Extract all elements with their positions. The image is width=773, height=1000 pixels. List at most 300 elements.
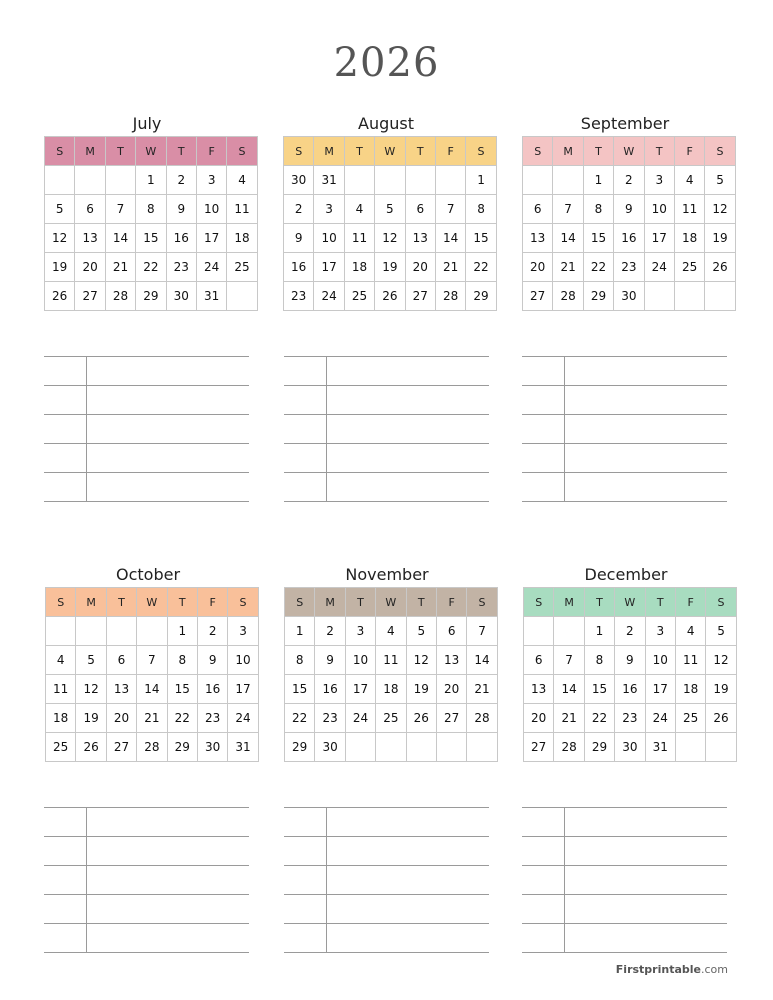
day-cell: 20 xyxy=(106,704,136,733)
week-row xyxy=(45,253,258,282)
day-cell: 21 xyxy=(467,675,497,704)
note-line xyxy=(522,865,727,866)
week-row xyxy=(285,646,498,675)
day-cell: 6 xyxy=(75,195,105,224)
note-line xyxy=(522,807,727,808)
note-line xyxy=(44,356,249,357)
day-cell: 5 xyxy=(45,195,75,224)
day-cell: 21 xyxy=(435,253,465,282)
day-cell: 8 xyxy=(285,646,315,675)
day-cell: 31 xyxy=(645,733,675,762)
day-cell: 23 xyxy=(166,253,196,282)
day-cell: 2 xyxy=(166,166,196,195)
day-cell: 8 xyxy=(136,195,166,224)
note-line xyxy=(284,501,489,502)
day-cell: 3 xyxy=(345,617,375,646)
day-cell: 20 xyxy=(75,253,105,282)
day-cell: 21 xyxy=(137,704,167,733)
day-cell: 15 xyxy=(167,675,197,704)
month-title: October xyxy=(115,565,181,584)
day-cell: 5 xyxy=(76,646,106,675)
day-cell xyxy=(75,166,105,195)
note-line xyxy=(284,952,489,953)
note-line xyxy=(522,443,727,444)
day-cell: 14 xyxy=(553,224,583,253)
day-cell: 13 xyxy=(524,675,554,704)
note-line xyxy=(44,385,249,386)
day-cell: 17 xyxy=(345,675,375,704)
day-cell xyxy=(45,166,75,195)
day-cell: 28 xyxy=(467,704,497,733)
day-cell: 3 xyxy=(196,166,226,195)
day-cell: 1 xyxy=(167,617,197,646)
day-cell: 16 xyxy=(315,675,345,704)
day-cell: 20 xyxy=(523,253,553,282)
day-cell xyxy=(674,282,704,311)
day-cell: 27 xyxy=(524,733,554,762)
notes-october xyxy=(44,807,249,952)
day-cell: 26 xyxy=(705,253,735,282)
week-row xyxy=(46,733,259,762)
day-cell: 22 xyxy=(584,704,614,733)
day-cell: 7 xyxy=(137,646,167,675)
day-cell: 13 xyxy=(523,224,553,253)
day-cell: 30 xyxy=(197,733,227,762)
day-cell: 11 xyxy=(675,646,705,675)
weekday-label: S xyxy=(706,588,736,617)
week-row xyxy=(285,733,498,762)
day-cell: 26 xyxy=(45,282,75,311)
day-cell: 27 xyxy=(523,282,553,311)
day-cell: 19 xyxy=(375,253,405,282)
day-cell: 15 xyxy=(285,675,315,704)
day-cell: 13 xyxy=(405,224,435,253)
day-cell: 6 xyxy=(523,195,553,224)
weekday-label: W xyxy=(375,137,405,166)
week-row xyxy=(284,195,497,224)
day-cell: 17 xyxy=(314,253,344,282)
day-cell: 9 xyxy=(614,195,644,224)
weekday-label: S xyxy=(524,588,554,617)
week-row xyxy=(524,617,737,646)
day-cell xyxy=(675,733,705,762)
day-cell: 18 xyxy=(675,675,705,704)
day-cell: 15 xyxy=(584,675,614,704)
day-cell: 30 xyxy=(614,282,644,311)
day-cell: 9 xyxy=(615,646,645,675)
day-cell: 19 xyxy=(705,224,735,253)
month-grid xyxy=(522,136,736,311)
note-line xyxy=(44,807,249,808)
month-november xyxy=(284,563,490,762)
note-line xyxy=(284,894,489,895)
day-cell: 20 xyxy=(405,253,435,282)
day-cell: 1 xyxy=(285,617,315,646)
day-cell: 20 xyxy=(524,704,554,733)
week-row xyxy=(46,617,259,646)
day-cell: 14 xyxy=(435,224,465,253)
weekday-label: M xyxy=(75,137,105,166)
day-cell: 24 xyxy=(196,253,226,282)
day-cell: 11 xyxy=(344,224,374,253)
day-cell: 24 xyxy=(314,282,344,311)
weekday-label: T xyxy=(644,137,674,166)
note-line xyxy=(522,472,727,473)
day-cell: 30 xyxy=(166,282,196,311)
month-title: August xyxy=(358,114,414,133)
weekday-label: S xyxy=(466,137,496,166)
note-divider xyxy=(86,356,87,501)
day-cell: 13 xyxy=(75,224,105,253)
day-cell xyxy=(405,166,435,195)
week-row xyxy=(285,675,498,704)
day-cell: 20 xyxy=(436,675,466,704)
day-cell: 26 xyxy=(76,733,106,762)
day-cell: 29 xyxy=(285,733,315,762)
day-cell: 25 xyxy=(674,253,704,282)
note-line xyxy=(284,472,489,473)
weekday-label: S xyxy=(228,588,258,617)
week-row xyxy=(523,224,736,253)
month-grid xyxy=(523,587,737,762)
month-september xyxy=(522,112,728,311)
month-october xyxy=(45,563,251,762)
day-cell: 17 xyxy=(228,675,258,704)
day-cell: 2 xyxy=(615,617,645,646)
day-cell: 2 xyxy=(614,166,644,195)
note-line xyxy=(284,865,489,866)
day-cell: 13 xyxy=(436,646,466,675)
day-cell: 9 xyxy=(315,646,345,675)
day-cell: 8 xyxy=(466,195,496,224)
week-row xyxy=(523,253,736,282)
day-cell: 27 xyxy=(75,282,105,311)
week-row xyxy=(46,704,259,733)
weekday-label: T xyxy=(645,588,675,617)
day-cell: 10 xyxy=(196,195,226,224)
notes-november xyxy=(284,807,489,952)
weekday-label: F xyxy=(435,137,465,166)
day-cell: 29 xyxy=(584,733,614,762)
day-cell: 11 xyxy=(46,675,76,704)
week-row xyxy=(45,166,258,195)
month-grid xyxy=(45,587,259,762)
day-cell: 31 xyxy=(314,166,344,195)
day-cell: 29 xyxy=(466,282,496,311)
weekday-label: T xyxy=(106,588,136,617)
weekday-label: F xyxy=(675,588,705,617)
weekday-header-row xyxy=(45,137,258,166)
day-cell: 7 xyxy=(435,195,465,224)
month-december xyxy=(523,563,729,762)
day-cell: 7 xyxy=(105,195,135,224)
day-cell: 3 xyxy=(644,166,674,195)
weekday-label: S xyxy=(467,588,497,617)
day-cell: 28 xyxy=(435,282,465,311)
note-line xyxy=(44,923,249,924)
day-cell: 3 xyxy=(314,195,344,224)
notes-august xyxy=(284,356,489,501)
day-cell: 23 xyxy=(615,704,645,733)
day-cell: 31 xyxy=(228,733,258,762)
day-cell: 30 xyxy=(615,733,645,762)
day-cell: 3 xyxy=(228,617,258,646)
day-cell xyxy=(524,617,554,646)
day-cell xyxy=(375,166,405,195)
day-cell: 10 xyxy=(314,224,344,253)
day-cell xyxy=(227,282,257,311)
day-cell: 1 xyxy=(136,166,166,195)
day-cell: 21 xyxy=(105,253,135,282)
month-title: November xyxy=(345,565,429,584)
day-cell: 21 xyxy=(553,253,583,282)
day-cell: 1 xyxy=(584,617,614,646)
weekday-header-row xyxy=(285,588,498,617)
month-grid xyxy=(283,136,497,311)
note-line xyxy=(284,807,489,808)
note-line xyxy=(44,952,249,953)
note-line xyxy=(522,356,727,357)
note-line xyxy=(284,923,489,924)
day-cell: 19 xyxy=(76,704,106,733)
weekday-label: W xyxy=(615,588,645,617)
weekday-header-row xyxy=(284,137,497,166)
day-cell: 14 xyxy=(467,646,497,675)
day-cell: 25 xyxy=(46,733,76,762)
weekday-label: F xyxy=(196,137,226,166)
day-cell: 18 xyxy=(344,253,374,282)
day-cell: 12 xyxy=(76,675,106,704)
day-cell: 10 xyxy=(345,646,375,675)
day-cell xyxy=(46,617,76,646)
day-cell: 25 xyxy=(227,253,257,282)
day-cell: 26 xyxy=(706,704,736,733)
day-cell: 24 xyxy=(645,704,675,733)
day-cell xyxy=(345,733,375,762)
day-cell: 14 xyxy=(554,675,584,704)
day-cell: 19 xyxy=(706,675,736,704)
note-line xyxy=(284,385,489,386)
day-cell: 25 xyxy=(675,704,705,733)
day-cell: 27 xyxy=(436,704,466,733)
weekday-label: M xyxy=(314,137,344,166)
day-cell xyxy=(344,166,374,195)
day-cell: 11 xyxy=(376,646,406,675)
footer-brand-suffix: .com xyxy=(701,963,728,976)
day-cell: 2 xyxy=(197,617,227,646)
day-cell: 16 xyxy=(614,224,644,253)
week-row xyxy=(284,224,497,253)
day-cell: 23 xyxy=(614,253,644,282)
day-cell: 18 xyxy=(674,224,704,253)
day-cell: 4 xyxy=(344,195,374,224)
day-cell: 23 xyxy=(315,704,345,733)
day-cell: 15 xyxy=(466,224,496,253)
note-line xyxy=(44,443,249,444)
day-cell: 6 xyxy=(405,195,435,224)
day-cell: 30 xyxy=(315,733,345,762)
day-cell xyxy=(436,733,466,762)
day-cell: 28 xyxy=(554,733,584,762)
day-cell: 10 xyxy=(645,646,675,675)
day-cell: 4 xyxy=(46,646,76,675)
day-cell: 16 xyxy=(284,253,314,282)
day-cell: 4 xyxy=(674,166,704,195)
week-row xyxy=(284,253,497,282)
day-cell: 8 xyxy=(583,195,613,224)
day-cell: 23 xyxy=(197,704,227,733)
weekday-label: S xyxy=(227,137,257,166)
day-cell: 17 xyxy=(196,224,226,253)
day-cell: 22 xyxy=(285,704,315,733)
day-cell: 26 xyxy=(406,704,436,733)
weekday-label: T xyxy=(345,588,375,617)
week-row xyxy=(45,224,258,253)
weekday-header-row xyxy=(523,137,736,166)
day-cell: 16 xyxy=(197,675,227,704)
weekday-label: W xyxy=(614,137,644,166)
month-title: July xyxy=(132,114,162,133)
weekday-label: S xyxy=(523,137,553,166)
month-grid xyxy=(284,587,498,762)
month-july xyxy=(44,112,250,311)
week-row xyxy=(284,282,497,311)
weekday-label: F xyxy=(674,137,704,166)
day-cell: 6 xyxy=(436,617,466,646)
weekday-label: F xyxy=(436,588,466,617)
day-cell: 4 xyxy=(227,166,257,195)
note-line xyxy=(284,836,489,837)
weekday-label: W xyxy=(376,588,406,617)
weekday-label: T xyxy=(166,137,196,166)
day-cell: 24 xyxy=(228,704,258,733)
day-cell: 4 xyxy=(376,617,406,646)
day-cell: 1 xyxy=(583,166,613,195)
day-cell: 9 xyxy=(166,195,196,224)
note-line xyxy=(44,414,249,415)
note-line xyxy=(44,894,249,895)
day-cell: 28 xyxy=(105,282,135,311)
day-cell: 4 xyxy=(675,617,705,646)
day-cell xyxy=(467,733,497,762)
weekday-label: S xyxy=(45,137,75,166)
weekday-label: T xyxy=(105,137,135,166)
week-row xyxy=(524,704,737,733)
day-cell: 5 xyxy=(705,166,735,195)
weekday-label: M xyxy=(315,588,345,617)
weekday-label: S xyxy=(705,137,735,166)
note-line xyxy=(522,501,727,502)
week-row xyxy=(46,646,259,675)
day-cell: 5 xyxy=(375,195,405,224)
note-line xyxy=(44,865,249,866)
day-cell xyxy=(137,617,167,646)
notes-december xyxy=(522,807,727,952)
week-row xyxy=(285,617,498,646)
note-line xyxy=(522,414,727,415)
note-divider xyxy=(326,807,327,952)
day-cell xyxy=(706,733,736,762)
week-row xyxy=(46,675,259,704)
note-divider xyxy=(564,356,565,501)
weekday-label: S xyxy=(284,137,314,166)
day-cell: 27 xyxy=(106,733,136,762)
day-cell xyxy=(76,617,106,646)
day-cell: 30 xyxy=(284,166,314,195)
day-cell: 22 xyxy=(167,704,197,733)
day-cell: 16 xyxy=(615,675,645,704)
week-row xyxy=(524,675,737,704)
day-cell: 12 xyxy=(705,195,735,224)
note-line xyxy=(522,923,727,924)
day-cell: 12 xyxy=(375,224,405,253)
note-line xyxy=(284,356,489,357)
month-title: September xyxy=(580,114,670,133)
day-cell: 25 xyxy=(344,282,374,311)
day-cell: 22 xyxy=(136,253,166,282)
notes-september xyxy=(522,356,727,501)
day-cell: 29 xyxy=(583,282,613,311)
footer-brand xyxy=(616,963,728,976)
week-row xyxy=(284,166,497,195)
note-line xyxy=(522,894,727,895)
note-line xyxy=(284,414,489,415)
day-cell: 18 xyxy=(227,224,257,253)
day-cell: 28 xyxy=(553,282,583,311)
week-row xyxy=(524,646,737,675)
weekday-label: M xyxy=(554,588,584,617)
weekday-header-row xyxy=(46,588,259,617)
day-cell: 14 xyxy=(137,675,167,704)
day-cell: 5 xyxy=(706,617,736,646)
weekday-label: M xyxy=(76,588,106,617)
day-cell: 12 xyxy=(45,224,75,253)
day-cell: 14 xyxy=(105,224,135,253)
weekday-label: S xyxy=(285,588,315,617)
day-cell: 17 xyxy=(645,675,675,704)
weekday-label: W xyxy=(137,588,167,617)
day-cell xyxy=(105,166,135,195)
day-cell: 13 xyxy=(106,675,136,704)
notes-july xyxy=(44,356,249,501)
day-cell: 18 xyxy=(376,675,406,704)
day-cell: 8 xyxy=(167,646,197,675)
month-august xyxy=(283,112,489,311)
day-cell: 19 xyxy=(45,253,75,282)
day-cell: 24 xyxy=(345,704,375,733)
day-cell: 27 xyxy=(405,282,435,311)
day-cell xyxy=(106,617,136,646)
day-cell: 29 xyxy=(136,282,166,311)
day-cell: 2 xyxy=(284,195,314,224)
day-cell: 8 xyxy=(584,646,614,675)
day-cell xyxy=(554,617,584,646)
weekday-label: T xyxy=(584,588,614,617)
note-line xyxy=(284,443,489,444)
note-line xyxy=(522,836,727,837)
day-cell xyxy=(644,282,674,311)
day-cell: 10 xyxy=(228,646,258,675)
day-cell: 2 xyxy=(315,617,345,646)
day-cell xyxy=(523,166,553,195)
note-line xyxy=(522,385,727,386)
week-row xyxy=(524,733,737,762)
day-cell xyxy=(553,166,583,195)
note-line xyxy=(44,836,249,837)
day-cell: 18 xyxy=(46,704,76,733)
day-cell: 22 xyxy=(583,253,613,282)
day-cell: 6 xyxy=(106,646,136,675)
